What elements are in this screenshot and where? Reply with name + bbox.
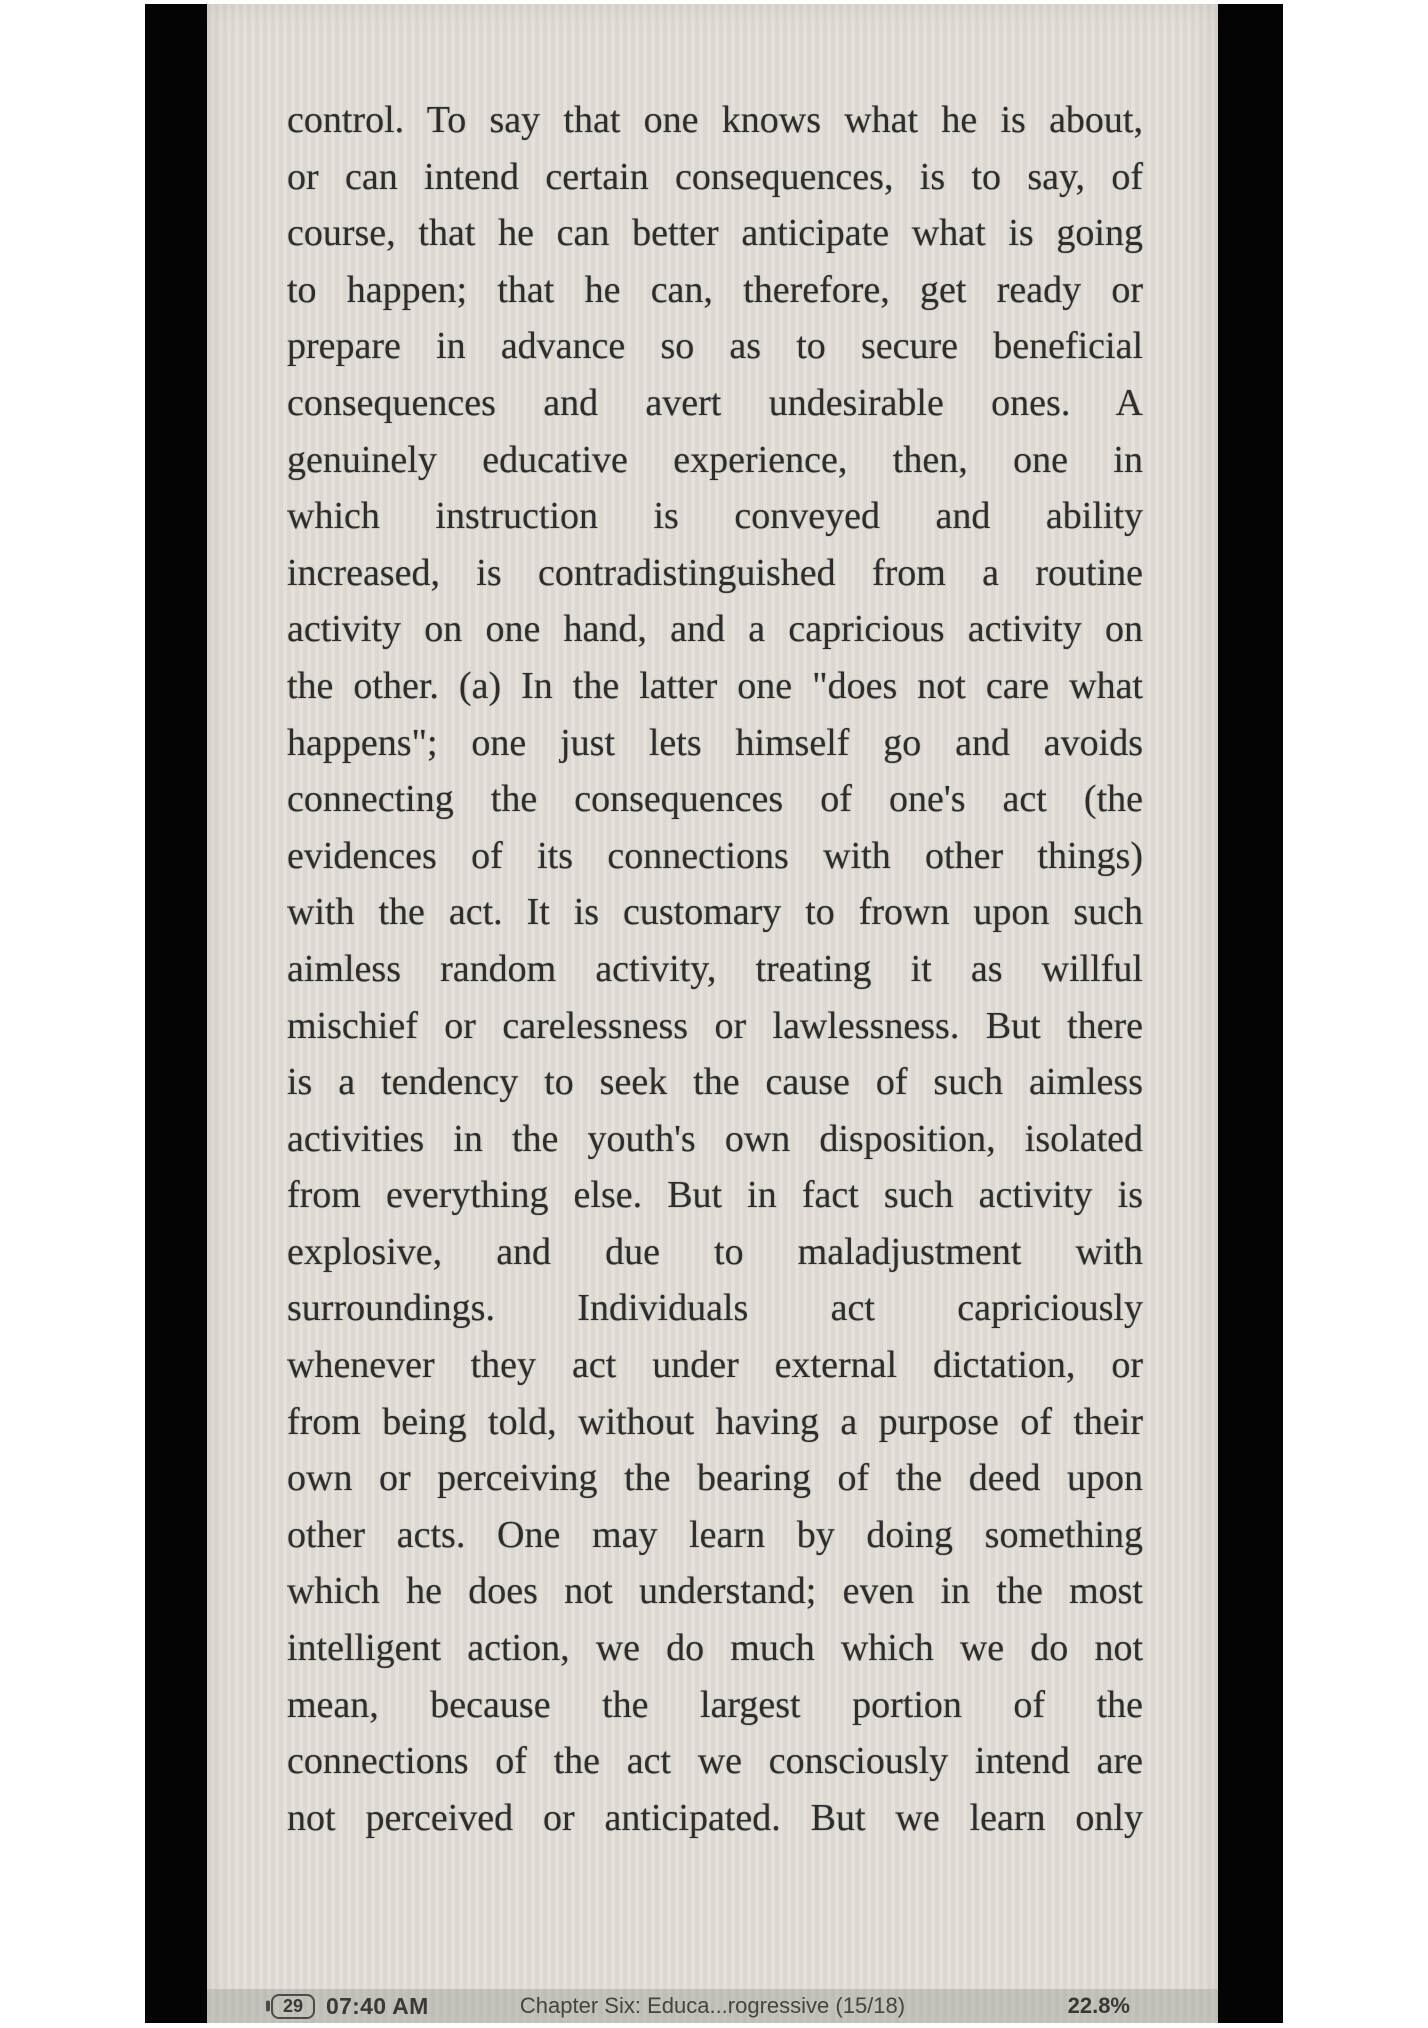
text-line: activity on one hand, and a capricious activity on [287, 608, 1143, 651]
text-line: genuinely educative experience, then, one in [287, 438, 1143, 481]
reader-screen [145, 4, 1283, 2023]
text-line: the other. (a) In the latter one "does not care what [287, 664, 1143, 707]
clock-time: 07:40 AM [326, 1992, 429, 2019]
text-line: which instruction is conveyed and ability [287, 495, 1143, 538]
battery-level: 29 [282, 1995, 304, 2016]
text-line: other acts. One may learn by doing something [287, 1513, 1143, 1556]
reader-status-bar[interactable] [207, 1989, 1218, 2023]
text-line: happens"; one just lets himself go and avoids [287, 721, 1143, 764]
text-line: connecting the consequences of one's act (the [287, 778, 1143, 821]
text-line: mean, because the largest portion of the [287, 1683, 1143, 1726]
text-line: aimless random activity, treating it as willful [287, 947, 1143, 990]
text-line: from being told, without having a purpose of their [287, 1400, 1143, 1443]
text-line: which he does not understand; even in the most [287, 1570, 1143, 1613]
text-line: connections of the act we consciously intend are [287, 1740, 1143, 1783]
text-line: consequences and avert undesirable ones. A [287, 381, 1143, 424]
text-line: explosive, and due to maladjustment with [287, 1230, 1143, 1273]
book-text [207, 4, 1218, 1989]
text-line: to happen; that he can, therefore, get ready or [287, 268, 1143, 311]
text-line: evidences of its connections with other things) [287, 834, 1143, 877]
text-line: from everything else. But in fact such activity is [287, 1174, 1143, 1217]
text-line: or can intend certain consequences, is to say, of [287, 155, 1143, 198]
text-line: not perceived or anticipated. But we learn only [287, 1796, 1143, 1839]
battery-icon [271, 1994, 315, 2019]
book-page[interactable] [207, 4, 1218, 2023]
text-line: mischief or carelessness or lawlessness. But there [287, 1004, 1143, 1047]
status-left-group [271, 1993, 429, 2020]
text-line: with the act. It is customary to frown upon such [287, 891, 1143, 934]
reading-progress: 22.8% [1067, 1993, 1130, 2018]
text-line: control. To say that one knows what he is about, [287, 99, 1143, 141]
text-line: course, that he can better anticipate what is going [287, 212, 1143, 255]
text-line: intelligent action, we do much which we do not [287, 1627, 1143, 1670]
text-line: whenever they act under external dictation, or [287, 1344, 1143, 1387]
text-line: activities in the youth's own disposition, isolated [287, 1117, 1143, 1160]
text-line: increased, is contradistinguished from a routine [287, 551, 1143, 594]
text-line: prepare in advance so as to secure beneficial [287, 325, 1143, 368]
chapter-info: Chapter Six: Educa...rogressive (15/18) [519, 1993, 906, 2018]
text-line: is a tendency to seek the cause of such aimless [287, 1061, 1143, 1104]
text-line: surroundings. Individuals act capriciously [287, 1287, 1143, 1330]
text-line: own or perceiving the bearing of the deed upon [287, 1457, 1143, 1500]
